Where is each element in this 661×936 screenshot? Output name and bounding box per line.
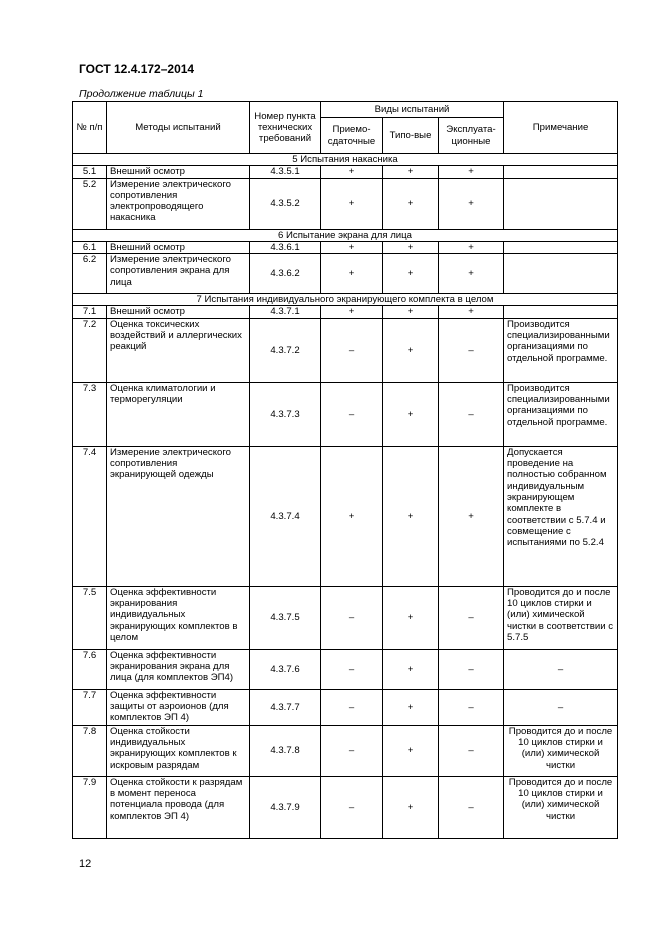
- table-row: [73, 306, 618, 318]
- row-note: –: [504, 649, 618, 689]
- row-type-mark: +: [383, 382, 439, 446]
- row-number: 6.2: [73, 254, 107, 294]
- row-type-mark: +: [383, 241, 439, 253]
- row-clause: 4.3.7.9: [250, 776, 321, 838]
- row-note: [504, 178, 618, 229]
- row-number: 7.4: [73, 446, 107, 586]
- row-operational-mark: –: [439, 586, 504, 649]
- row-note: [504, 241, 618, 253]
- table-row: [73, 254, 618, 294]
- row-type-mark: +: [383, 254, 439, 294]
- row-acceptance-mark: +: [321, 178, 383, 229]
- page-number: 12: [79, 858, 92, 870]
- row-clause: 4.3.7.5: [250, 586, 321, 649]
- row-clause: 4.3.5.2: [250, 178, 321, 229]
- row-number: 7.6: [73, 649, 107, 689]
- row-operational-mark: +: [439, 306, 504, 318]
- row-method: Оценка токсических воздействий и аллергических реакций: [107, 318, 250, 382]
- row-note: Проводится до и после 10 циклов стирки и (или) химической чистки: [504, 725, 618, 776]
- row-method: Внешний осмотр: [107, 241, 250, 253]
- row-operational-mark: +: [439, 446, 504, 586]
- row-method: Измерение электрического сопротивления экрана для лица: [107, 254, 250, 294]
- test-methods-table: [72, 101, 618, 839]
- row-acceptance-mark: –: [321, 725, 383, 776]
- row-method: Внешний осмотр: [107, 166, 250, 178]
- row-acceptance-mark: +: [321, 166, 383, 178]
- header-clause: Номер пункта технических требований: [250, 102, 321, 154]
- row-note: Допускается проведение на полностью собранном индивидуальным экранирующем комплекте в соответствии с 5.7.4 и совмещение с испытаниями по 5.2.4: [504, 446, 618, 586]
- header-operational: Эксплуата-ционные: [439, 118, 504, 154]
- row-type-mark: +: [383, 586, 439, 649]
- row-note: [504, 306, 618, 318]
- section-row: [73, 294, 618, 306]
- table-row: [73, 178, 618, 229]
- row-clause: 4.3.7.4: [250, 446, 321, 586]
- row-method: Оценка эффективности экранирования экрана для лица (для комплектов ЭП4): [107, 649, 250, 689]
- row-type-mark: +: [383, 725, 439, 776]
- table-row: [73, 725, 618, 776]
- row-acceptance-mark: +: [321, 254, 383, 294]
- table-row: [73, 166, 618, 178]
- row-method: Внешний осмотр: [107, 306, 250, 318]
- row-acceptance-mark: –: [321, 689, 383, 725]
- row-note: Проводится до и после 10 циклов стирки и (или) химической чистки в соответствии с 5.7.5: [504, 586, 618, 649]
- row-number: 7.8: [73, 725, 107, 776]
- row-type-mark: +: [383, 178, 439, 229]
- row-note: [504, 166, 618, 178]
- table-row: [73, 318, 618, 382]
- row-type-mark: +: [383, 689, 439, 725]
- row-note: [504, 254, 618, 294]
- header-note: Примечание: [504, 102, 618, 154]
- row-note: Проводится до и после 10 циклов стирки и (или) химической чистки: [504, 776, 618, 838]
- table-row: [73, 241, 618, 253]
- section-title: 7 Испытания индивидуального экранирующего комплекта в целом: [73, 294, 618, 306]
- row-method: Измерение электрического сопротивления электропроводящего накасника: [107, 178, 250, 229]
- row-operational-mark: –: [439, 649, 504, 689]
- row-acceptance-mark: –: [321, 382, 383, 446]
- row-type-mark: +: [383, 306, 439, 318]
- row-acceptance-mark: –: [321, 586, 383, 649]
- row-acceptance-mark: +: [321, 306, 383, 318]
- section-row: [73, 229, 618, 241]
- row-type-mark: +: [383, 318, 439, 382]
- row-method: Оценка стойкости индивидуальных экранирующих комплектов к искровым разрядам: [107, 725, 250, 776]
- row-operational-mark: +: [439, 178, 504, 229]
- row-clause: 4.3.5.1: [250, 166, 321, 178]
- row-acceptance-mark: –: [321, 318, 383, 382]
- header-method: Методы испытаний: [107, 102, 250, 154]
- section-row: [73, 154, 618, 166]
- row-note: Производится специализированными организациями по отдельной программе.: [504, 318, 618, 382]
- row-clause: 4.3.6.1: [250, 241, 321, 253]
- row-clause: 4.3.7.7: [250, 689, 321, 725]
- table-row: [73, 776, 618, 838]
- row-note: –: [504, 689, 618, 725]
- row-type-mark: +: [383, 776, 439, 838]
- row-note: Производится специализированными организациями по отдельной программе.: [504, 382, 618, 446]
- section-title: 5 Испытания накасника: [73, 154, 618, 166]
- row-clause: 4.3.7.2: [250, 318, 321, 382]
- row-acceptance-mark: +: [321, 241, 383, 253]
- row-operational-mark: –: [439, 776, 504, 838]
- table-row: [73, 649, 618, 689]
- row-type-mark: +: [383, 166, 439, 178]
- section-title: 6 Испытание экрана для лица: [73, 229, 618, 241]
- row-clause: 4.3.7.6: [250, 649, 321, 689]
- row-number: 7.5: [73, 586, 107, 649]
- row-type-mark: +: [383, 446, 439, 586]
- row-method: Оценка эффективности защиты от аэроионов (для комплектов ЭП 4): [107, 689, 250, 725]
- row-clause: 4.3.7.3: [250, 382, 321, 446]
- row-method: Оценка эффективности экранирования индивидуальных экранирующих комплектов в целом: [107, 586, 250, 649]
- header-type: Типо-вые: [383, 118, 439, 154]
- table-body: [73, 154, 618, 839]
- row-clause: 4.3.6.2: [250, 254, 321, 294]
- row-operational-mark: +: [439, 166, 504, 178]
- table-row: [73, 689, 618, 725]
- table-row: [73, 586, 618, 649]
- header-acceptance: Приемо-сдаточные: [321, 118, 383, 154]
- row-method: Измерение электрического сопротивления экранирующей одежды: [107, 446, 250, 586]
- row-number: 5.1: [73, 166, 107, 178]
- row-operational-mark: –: [439, 689, 504, 725]
- row-acceptance-mark: –: [321, 776, 383, 838]
- document-code: ГОСТ 12.4.172–2014: [79, 62, 195, 76]
- row-method: Оценка климатологии и терморегуляции: [107, 382, 250, 446]
- row-type-mark: +: [383, 649, 439, 689]
- row-operational-mark: –: [439, 382, 504, 446]
- row-number: 7.2: [73, 318, 107, 382]
- row-number: 7.3: [73, 382, 107, 446]
- row-number: 6.1: [73, 241, 107, 253]
- row-clause: 4.3.7.1: [250, 306, 321, 318]
- row-method: Оценка стойкости к разрядам в момент переноса потенциала провода (для комплектов ЭП 4): [107, 776, 250, 838]
- row-operational-mark: –: [439, 318, 504, 382]
- table-continuation-caption: Продолжение таблицы 1: [79, 88, 204, 100]
- row-number: 5.2: [73, 178, 107, 229]
- header-number: № п/п: [73, 102, 107, 154]
- table-row: [73, 382, 618, 446]
- row-acceptance-mark: +: [321, 446, 383, 586]
- row-number: 7.7: [73, 689, 107, 725]
- row-operational-mark: –: [439, 725, 504, 776]
- row-operational-mark: +: [439, 254, 504, 294]
- table-row: [73, 446, 618, 586]
- row-operational-mark: +: [439, 241, 504, 253]
- row-number: 7.9: [73, 776, 107, 838]
- row-number: 7.1: [73, 306, 107, 318]
- row-acceptance-mark: –: [321, 649, 383, 689]
- header-test-types: Виды испытаний: [321, 102, 504, 118]
- row-clause: 4.3.7.8: [250, 725, 321, 776]
